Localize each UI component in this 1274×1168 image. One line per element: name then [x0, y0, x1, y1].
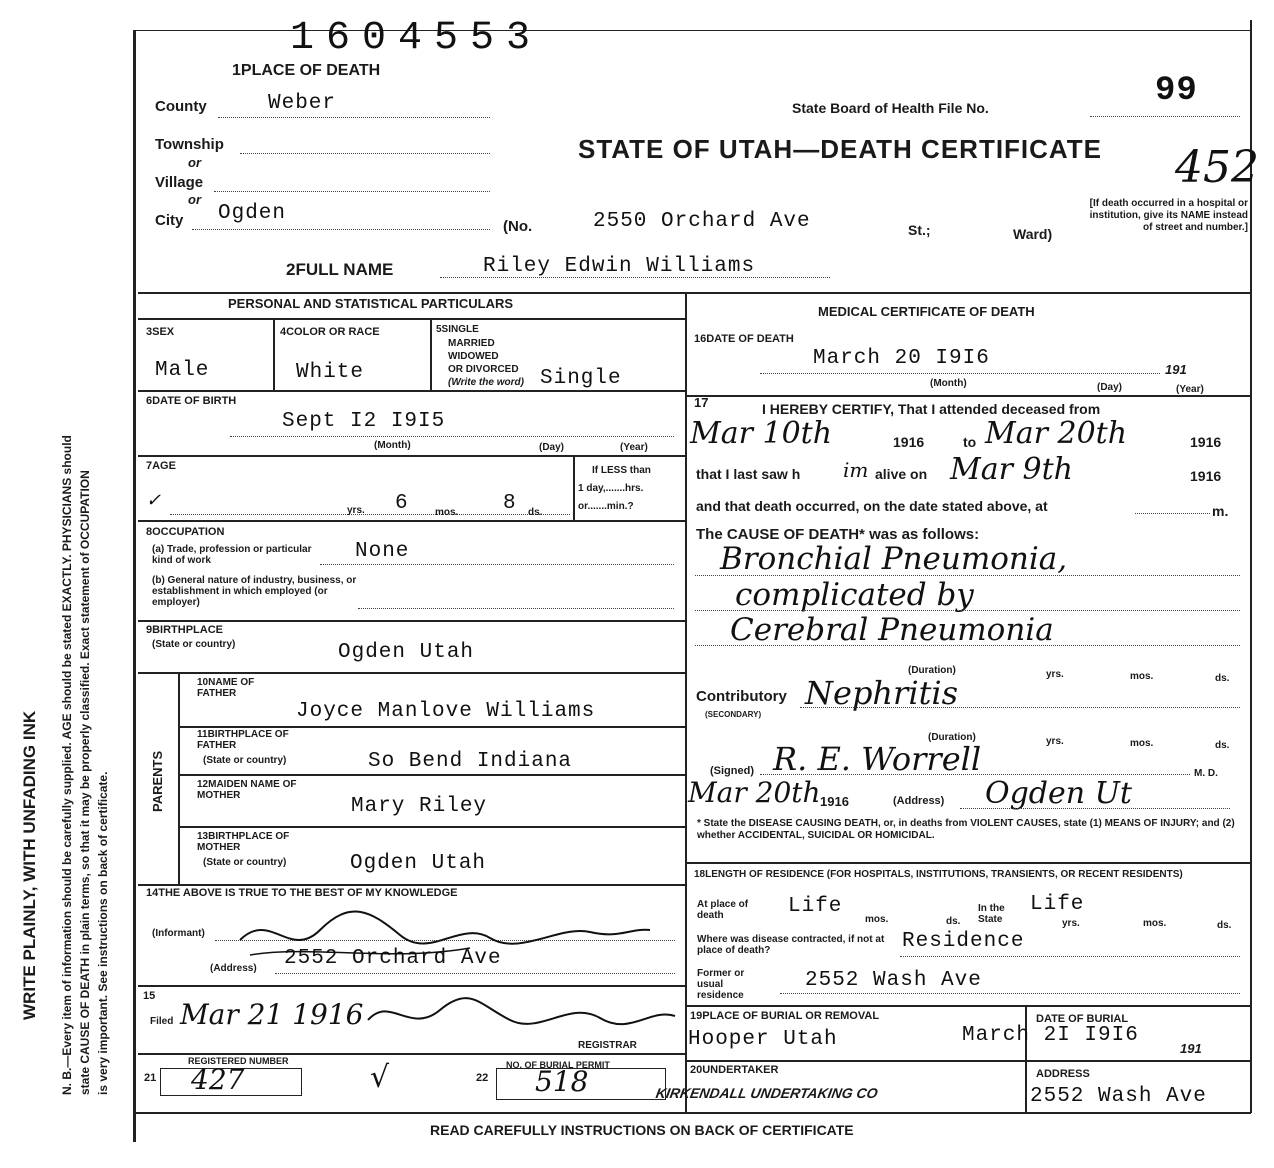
- full-name-value: Riley Edwin Williams: [483, 255, 756, 278]
- state-note: * State the DISEASE CAUSING DEATH, or, in deaths from VIOLENT CAUSES, state (1) MEANS OF INJURY; and (2) whether ACCIDENTAL, SUICIDAL OR HOMICIDAL.: [697, 818, 1235, 841]
- age-months: 6: [395, 492, 409, 515]
- burial-place-value: Hooper Utah: [688, 1028, 838, 1051]
- father-bp-value: So Bend Indiana: [368, 750, 573, 773]
- if-less-2: 1 day,.......hrs.: [578, 483, 644, 494]
- last-saw-him: im: [843, 458, 869, 482]
- former-label: Former or usual residence: [697, 968, 745, 1001]
- certify-text: I HEREBY CERTIFY, That I attended deceased from: [762, 401, 1101, 417]
- dod-year-suffix: 191: [1165, 362, 1187, 377]
- in-state-label: In the State: [978, 903, 1005, 925]
- filed-label: Filed: [150, 1016, 174, 1027]
- occupation-label: 8OCCUPATION: [146, 526, 225, 538]
- at-place-mos: mos.: [865, 914, 889, 925]
- township-line: [240, 153, 490, 154]
- birthplace-value: Ogden Utah: [338, 641, 475, 664]
- m-label: m.: [1212, 503, 1229, 519]
- age-days: 8: [503, 492, 517, 515]
- to-label: to: [963, 434, 977, 450]
- dob-month: (Month): [374, 440, 411, 451]
- father-bp-sub: (State or country): [203, 755, 287, 766]
- duration-label-1: (Duration): [908, 665, 956, 676]
- duration-mos-2: mos.: [1130, 738, 1154, 749]
- medical-heading: MEDICAL CERTIFICATE OF DEATH: [818, 304, 1035, 319]
- county-value: Weber: [268, 92, 337, 115]
- marital-label-3: WIDOWED: [448, 351, 499, 362]
- duration-ds-2: ds.: [1215, 740, 1230, 751]
- burial-place-label: 19PLACE OF BURIAL OR REMOVAL: [690, 1010, 880, 1022]
- grid-top: [138, 292, 1250, 294]
- undertaker-value: KIRKENDALL UNDERTAKING CO: [654, 1085, 880, 1101]
- undertaker-address-label: ADDRESS: [1036, 1068, 1090, 1080]
- md-label: M. D.: [1194, 768, 1218, 779]
- side-note-1: N. B.—Every item of information should be carefully supplied. AGE should be stated EXACTLY. PHYSICIANS should: [60, 435, 74, 1095]
- marital-label-1: 5SINGLE: [436, 324, 479, 335]
- marital-label-2: MARRIED: [448, 338, 495, 349]
- cause-line-2: complicated by: [735, 577, 974, 613]
- age-mos-label: mos.: [435, 507, 459, 518]
- age-divider: [573, 457, 575, 520]
- burial-permit-label: NO. OF BURIAL PERMIT: [506, 1060, 610, 1070]
- address-label-2: (Address): [893, 795, 945, 807]
- left-border: [133, 30, 136, 1142]
- occupation-b: (b) General nature of industry, business, or establishment in which employed (or employer): [152, 575, 357, 608]
- age-mark: ✓: [146, 490, 162, 511]
- side-note-2: state CAUSE OF DEATH in plain terms, so that it may be properly classified. Exact statement of OCCUPATION: [78, 470, 92, 1095]
- side-instruction: WRITE PLAINLY, WITH UNFADING INK: [20, 710, 39, 1020]
- death-time-line: [1135, 513, 1210, 514]
- certificate-title: STATE OF UTAH—DEATH CERTIFICATE: [578, 134, 1102, 164]
- signed-label: (Signed): [710, 765, 754, 777]
- occupation-value: None: [355, 540, 410, 563]
- burial-divider: [1025, 1005, 1027, 1112]
- center-divider: [685, 292, 687, 1112]
- marital-label-4: OR DIVORCED: [448, 364, 519, 375]
- father-bp-label: 11BIRTHPLACE OF FATHER: [197, 729, 289, 751]
- mother-bp-value: Ogden Utah: [350, 852, 487, 875]
- handwritten-number: 452: [1175, 142, 1259, 193]
- parents-label: PARENTS: [150, 750, 165, 812]
- duration-yrs-2: yrs.: [1046, 736, 1064, 747]
- alive-on: alive on: [875, 466, 928, 482]
- in-state-yrs: yrs.: [1062, 918, 1080, 929]
- full-name-label: 2FULL NAME: [286, 260, 394, 279]
- dob-label: 6DATE OF BIRTH: [146, 395, 237, 407]
- race-divider: [430, 320, 432, 390]
- occupation-a: (a) Trade, profession or particular kind of work: [152, 544, 312, 566]
- row-rule-8: [138, 1053, 685, 1055]
- mother-bp-sub: (State or country): [203, 857, 287, 868]
- race-value: White: [296, 361, 365, 384]
- duration-mos-1: mos.: [1130, 671, 1154, 682]
- street-value: 2550 Orchard Ave: [593, 210, 811, 233]
- dod-month: (Month): [930, 378, 967, 389]
- at-place-value: Life: [788, 895, 843, 918]
- age-ds-label: ds.: [528, 507, 543, 518]
- dod-year: (Year): [1176, 384, 1204, 395]
- signed-name: R. E. Worrell: [773, 740, 982, 778]
- county-label: County: [155, 98, 207, 115]
- signed-address-line: [960, 808, 1230, 809]
- cause-line-1: Bronchial Pneumonia,: [720, 541, 1068, 577]
- contributory-line: [800, 707, 1240, 708]
- marital-label-5: (Write the word): [448, 377, 524, 388]
- village-line: [214, 191, 490, 192]
- age-label: 7AGE: [146, 460, 176, 472]
- mother-value: Mary Riley: [351, 795, 488, 818]
- attended-from: Mar 10th: [690, 416, 833, 451]
- occupation-b-line: [358, 608, 674, 609]
- hospital-note: [If death occurred in a hospital or institution, give its NAME instead of street and number.]: [1089, 198, 1248, 233]
- duration-yrs-1: yrs.: [1046, 669, 1064, 680]
- if-less-1: If LESS than: [592, 465, 651, 476]
- or-2: or: [188, 192, 201, 207]
- burial-year: 191: [1180, 1041, 1202, 1056]
- undertaker-address-value: 2552 Wash Ave: [1030, 1085, 1207, 1108]
- footer-instructions: READ CAREFULLY INSTRUCTIONS ON BACK OF CERTIFICATE: [430, 1122, 854, 1138]
- informant-address: 2552 Orchard Ave: [284, 947, 502, 970]
- registered-number-label: REGISTERED NUMBER: [188, 1056, 289, 1066]
- no-label: (No.: [503, 218, 533, 235]
- signed-line: [760, 774, 1190, 775]
- father-value: Joyce Manlove Williams: [296, 700, 596, 723]
- right-rule-2: [685, 862, 1250, 864]
- personal-heading: PERSONAL AND STATISTICAL PARTICULARS: [228, 296, 514, 311]
- burial-permit-value: 518: [535, 1065, 589, 1098]
- cause-label: The CAUSE OF DEATH* was as follows:: [696, 526, 980, 543]
- ward-label: Ward): [1013, 226, 1053, 242]
- in-state-value: Life: [1030, 893, 1085, 916]
- file-number: 99: [1155, 72, 1198, 110]
- dob-line: [230, 436, 674, 437]
- file-line: [1090, 116, 1240, 117]
- birthplace-label: 9BIRTHPLACE: [146, 624, 224, 636]
- dod-day: (Day): [1097, 382, 1123, 393]
- cause-line-3: Cerebral Pneumonia: [730, 612, 1054, 648]
- stamp-number: 1604553: [290, 16, 543, 61]
- row-rule-4: [138, 620, 685, 622]
- age-yrs-label: yrs.: [347, 505, 365, 516]
- city-value: Ogden: [218, 202, 287, 225]
- cause-rule-2: [695, 610, 1240, 611]
- former-line: [780, 993, 1240, 994]
- dod-line: [760, 373, 1160, 374]
- sex-divider: [273, 320, 275, 390]
- or-1: or: [188, 155, 201, 170]
- duration-label-2: (Duration): [928, 732, 976, 743]
- registered-number-value: 427: [191, 1063, 245, 1096]
- occupation-line: [320, 564, 674, 565]
- cause-rule-1: [695, 575, 1240, 576]
- at-place-ds: ds.: [946, 916, 961, 927]
- filed-date: Mar 21 1916: [180, 998, 364, 1031]
- row-rule-7: [138, 985, 685, 987]
- place-of-death-heading: 1PLACE OF DEATH: [232, 62, 381, 79]
- left-header-rule: [138, 318, 685, 320]
- parents-rule-3: [178, 826, 685, 828]
- reg-21: 21: [144, 1072, 157, 1084]
- right-rule-3: [685, 1005, 1250, 1007]
- row-rule-5: [138, 672, 685, 674]
- secondary-label: (SECONDARY): [705, 710, 762, 719]
- right-rule-1: [685, 395, 1250, 397]
- attended-to: Mar 20th: [985, 416, 1128, 451]
- birthplace-sub: (State or country): [152, 639, 236, 650]
- at-place-label: At place of death: [697, 899, 749, 921]
- informant-label: (Informant): [152, 928, 205, 939]
- row-rule-1: [138, 390, 685, 392]
- in-state-ds: ds.: [1217, 920, 1232, 931]
- undertaker-label: 20UNDERTAKER: [690, 1064, 779, 1076]
- last-saw-text: that I last saw h: [696, 466, 801, 482]
- informant-address-line: [275, 973, 675, 974]
- reg-22: 22: [476, 1072, 489, 1084]
- cert-number: 17: [694, 395, 709, 410]
- row-rule-3: [138, 520, 685, 522]
- date-of-death-label: 16DATE OF DEATH: [694, 333, 794, 345]
- contracted-label: Where was disease contracted, if not at place of death?: [697, 934, 885, 956]
- city-label: City: [155, 212, 184, 229]
- registrar-signature: [360, 990, 680, 1045]
- signed-address: Ogden Ut: [985, 776, 1132, 811]
- dob-year: (Year): [620, 442, 648, 453]
- address-label: (Address): [210, 963, 257, 974]
- contributory-value: Nephritis: [805, 674, 959, 712]
- cause-rule-3: [695, 645, 1240, 646]
- township-label: Township: [155, 136, 224, 153]
- year-1916-c: 1916: [1190, 468, 1222, 484]
- duration-ds-1: ds.: [1215, 673, 1230, 684]
- in-state-mos: mos.: [1143, 918, 1167, 929]
- row-rule-6: [138, 884, 685, 886]
- last-saw-date: Mar 9th: [950, 452, 1073, 487]
- county-line: [218, 117, 490, 118]
- informant-heading: 14THE ABOVE IS TRUE TO THE BEST OF MY KNOWLEDGE: [146, 887, 458, 899]
- right-rule-4: [685, 1060, 1250, 1062]
- registered-number-box: [160, 1063, 302, 1096]
- city-line: [192, 229, 490, 230]
- burial-date-label: DATE OF BURIAL: [1036, 1013, 1129, 1025]
- mother-bp-label: 13BIRTHPLACE OF MOTHER: [197, 831, 290, 853]
- marital-value: Single: [540, 367, 622, 390]
- row-rule-2: [138, 455, 685, 457]
- contracted-line: [900, 956, 1240, 957]
- death-occurred-text: and that death occurred, on the date stated above, at: [696, 498, 1048, 514]
- file-label: State Board of Health File No.: [792, 100, 989, 116]
- signed-year: 1916: [820, 794, 849, 809]
- date-of-death-value: March 20 I9I6: [813, 347, 990, 370]
- father-label: 10NAME OF FATHER: [197, 677, 255, 699]
- signed-date: Mar 20th: [688, 776, 821, 809]
- sex-value: Male: [155, 359, 210, 382]
- parents-divider: [178, 672, 180, 884]
- side-note-3: is very important. See instructions on back of certificate.: [96, 771, 110, 1095]
- contracted-value: Residence: [902, 930, 1025, 953]
- dob-value: Sept I2 I9I5: [282, 410, 446, 433]
- check-mark: √: [370, 1060, 390, 1095]
- burial-date-value: March 2I I9I6: [962, 1024, 1139, 1047]
- sex-label: 3SEX: [146, 326, 175, 338]
- registrar-label: REGISTRAR: [578, 1040, 637, 1051]
- contributory-label: Contributory: [696, 688, 787, 705]
- year-1916-b: 1916: [1190, 434, 1222, 450]
- village-label: Village: [155, 174, 204, 191]
- race-label: 4COLOR OR RACE: [280, 326, 380, 338]
- bottom-border: [133, 1112, 1251, 1114]
- if-less-3: or.......min.?: [578, 501, 634, 512]
- dob-day: (Day): [539, 442, 565, 453]
- residence-heading: 18LENGTH OF RESIDENCE (FOR HOSPITALS, INSTITUTIONS, TRANSIENTS, OR RECENT RESIDENTS): [694, 869, 1183, 880]
- year-1916-a: 1916: [893, 434, 925, 450]
- former-value: 2552 Wash Ave: [805, 969, 982, 992]
- mother-label: 12MAIDEN NAME OF MOTHER: [197, 779, 297, 801]
- parents-rule-1: [178, 726, 685, 728]
- parents-rule-2: [178, 774, 685, 776]
- st-label: St.;: [908, 222, 931, 238]
- filed-number: 15: [143, 990, 156, 1002]
